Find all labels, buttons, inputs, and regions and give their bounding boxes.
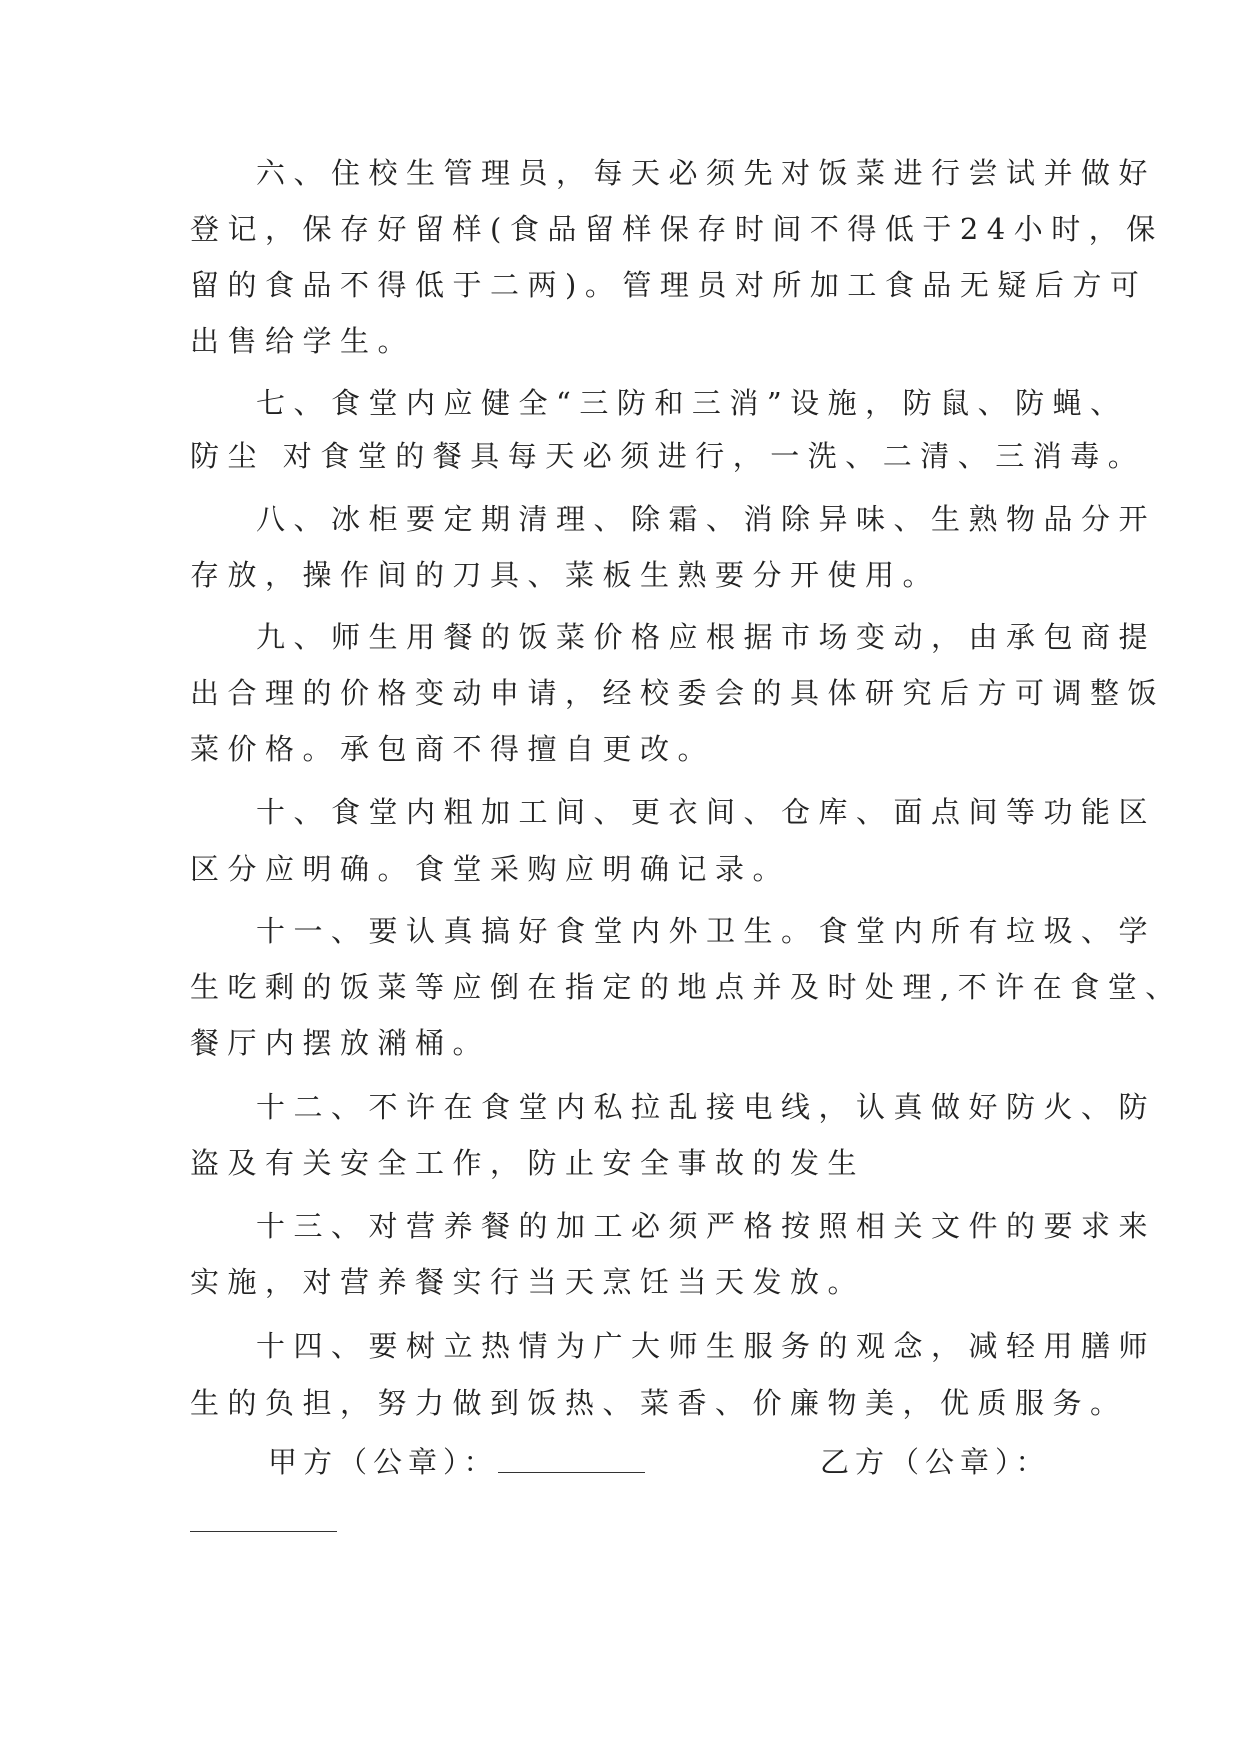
text-line: 出售给学生。	[190, 324, 416, 358]
text-line: 防尘 对食堂的餐具每天必须进行，一洗、二清、三消毒。	[190, 439, 1146, 473]
text-line: 七、食堂内应健全“三防和三消”设施，防鼠、防蝇、	[256, 386, 1128, 420]
text-line: 生吃剩的饭菜等应倒在指定的地点并及时处理,不许在食堂、	[190, 970, 1183, 1004]
party-b-label: 乙方（公章）：	[820, 1445, 1051, 1479]
text-line: 九、师生用餐的饭菜价格应根据市场变动，由承包商提	[256, 620, 1157, 654]
text-line: 实施，对营养餐实行当天烹饪当天发放。	[190, 1265, 866, 1299]
text-line: 留的食品不得低于二两)。管理员对所加工食品无疑后方可	[190, 268, 1148, 302]
text-line: 十、食堂内粗加工间、更衣间、仓库、面点间等功能区	[256, 795, 1157, 829]
text-line: 出合理的价格变动申请，经校委会的具体研究后方可调整饭	[190, 676, 1166, 710]
text-line: 生的负担，努力做到饭热、菜香、价廉物美，优质服务。	[190, 1386, 1128, 1420]
text-line: 十二、不许在食堂内私拉乱接电线，认真做好防火、防	[256, 1090, 1157, 1124]
text-line: 登记，保存好留样(食品留样保存时间不得低于24小时，保	[190, 212, 1164, 246]
party-a-signature-blank	[498, 1472, 645, 1473]
text-line: 十一、要认真搞好食堂内外卫生。食堂内所有垃圾、学	[256, 914, 1157, 948]
text-line: 菜价格。承包商不得擅自更改。	[190, 732, 716, 766]
party-a-label: 甲方（公章）：	[268, 1445, 499, 1479]
text-line: 存放，操作间的刀具、菜板生熟要分开使用。	[190, 558, 941, 592]
text-line: 八、冰柜要定期清理、除霜、消除异味、生熟物品分开	[256, 502, 1157, 536]
text-line: 十三、对营养餐的加工必须严格按照相关文件的要求来	[256, 1209, 1157, 1243]
text-line: 十四、要树立热情为广大师生服务的观念，减轻用膳师	[256, 1329, 1157, 1363]
text-line: 盗及有关安全工作，防止安全事故的发生	[190, 1146, 866, 1180]
text-line: 六、住校生管理员，每天必须先对饭菜进行尝试并做好	[256, 156, 1157, 190]
text-line: 区分应明确。食堂采购应明确记录。	[190, 852, 791, 886]
party-b-signature-blank	[190, 1531, 337, 1532]
text-line: 餐厅内摆放潲桶。	[190, 1026, 491, 1060]
